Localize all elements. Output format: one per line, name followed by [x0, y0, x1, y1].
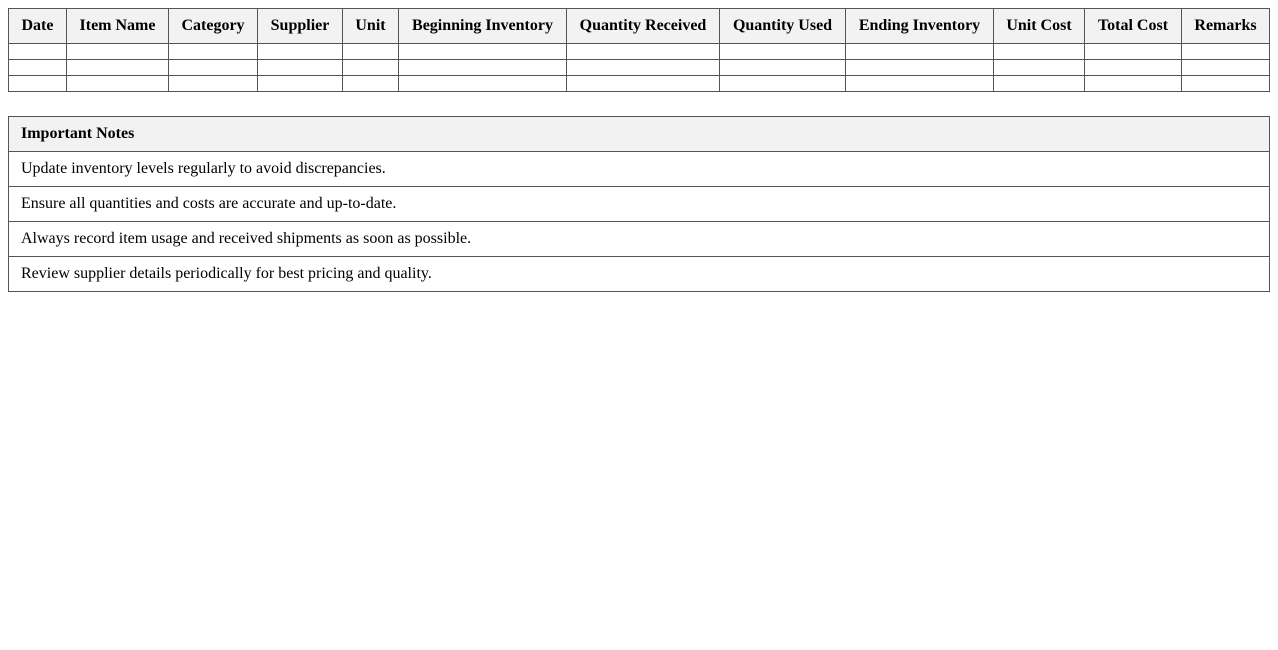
table-cell[interactable]	[258, 60, 343, 76]
table-cell[interactable]	[720, 76, 846, 92]
notes-row	[9, 187, 1270, 222]
table-cell[interactable]	[1085, 76, 1182, 92]
table-cell[interactable]	[846, 76, 994, 92]
table-row	[9, 76, 1270, 92]
table-cell[interactable]	[720, 60, 846, 76]
table-cell[interactable]	[399, 76, 567, 92]
column-header-remarks: Remarks	[1182, 9, 1270, 44]
inventory-table-header	[9, 9, 1270, 44]
table-cell[interactable]	[343, 60, 399, 76]
notes-table-header	[9, 117, 1270, 152]
column-header-category: Category	[169, 9, 258, 44]
notes-row	[9, 257, 1270, 292]
table-cell[interactable]	[169, 60, 258, 76]
column-header-ending-inventory: Ending Inventory	[846, 9, 994, 44]
table-cell[interactable]	[1182, 44, 1270, 60]
table-cell[interactable]	[567, 44, 720, 60]
notes-title: Important Notes	[9, 117, 1270, 152]
header-row	[9, 9, 1270, 44]
table-cell[interactable]	[9, 44, 67, 60]
column-header-quantity-received: Quantity Received	[567, 9, 720, 44]
table-cell[interactable]	[169, 44, 258, 60]
table-cell[interactable]	[399, 44, 567, 60]
table-cell[interactable]	[994, 76, 1085, 92]
inventory-table-body	[9, 44, 1270, 92]
column-header-unit-cost: Unit Cost	[994, 9, 1085, 44]
table-cell[interactable]	[258, 76, 343, 92]
note-item: Review supplier details periodically for best pricing and quality.	[9, 257, 1270, 292]
column-header-date: Date	[9, 9, 67, 44]
column-header-quantity-used: Quantity Used	[720, 9, 846, 44]
table-cell[interactable]	[846, 60, 994, 76]
table-cell[interactable]	[567, 60, 720, 76]
inventory-table	[8, 8, 1270, 92]
notes-row	[9, 152, 1270, 187]
column-header-supplier: Supplier	[258, 9, 343, 44]
table-cell[interactable]	[67, 76, 169, 92]
table-row	[9, 44, 1270, 60]
table-cell[interactable]	[1182, 76, 1270, 92]
notes-header-row	[9, 117, 1270, 152]
table-cell[interactable]	[1085, 60, 1182, 76]
table-cell[interactable]	[1085, 44, 1182, 60]
table-cell[interactable]	[258, 44, 343, 60]
note-item: Ensure all quantities and costs are accurate and up-to-date.	[9, 187, 1270, 222]
table-cell[interactable]	[846, 44, 994, 60]
table-cell[interactable]	[720, 44, 846, 60]
table-cell[interactable]	[994, 60, 1085, 76]
note-item: Update inventory levels regularly to avoid discrepancies.	[9, 152, 1270, 187]
table-cell[interactable]	[67, 44, 169, 60]
notes-table-body	[9, 152, 1270, 292]
notes-row	[9, 222, 1270, 257]
column-header-unit: Unit	[343, 9, 399, 44]
column-header-item-name: Item Name	[67, 9, 169, 44]
table-cell[interactable]	[567, 76, 720, 92]
table-row	[9, 60, 1270, 76]
column-header-beginning-inventory: Beginning Inventory	[399, 9, 567, 44]
notes-table	[8, 116, 1270, 292]
note-item: Always record item usage and received shipments as soon as possible.	[9, 222, 1270, 257]
table-cell[interactable]	[343, 76, 399, 92]
table-cell[interactable]	[1182, 60, 1270, 76]
table-cell[interactable]	[399, 60, 567, 76]
table-cell[interactable]	[994, 44, 1085, 60]
table-cell[interactable]	[343, 44, 399, 60]
column-header-total-cost: Total Cost	[1085, 9, 1182, 44]
table-cell[interactable]	[169, 76, 258, 92]
table-cell[interactable]	[9, 60, 67, 76]
table-cell[interactable]	[9, 76, 67, 92]
table-cell[interactable]	[67, 60, 169, 76]
